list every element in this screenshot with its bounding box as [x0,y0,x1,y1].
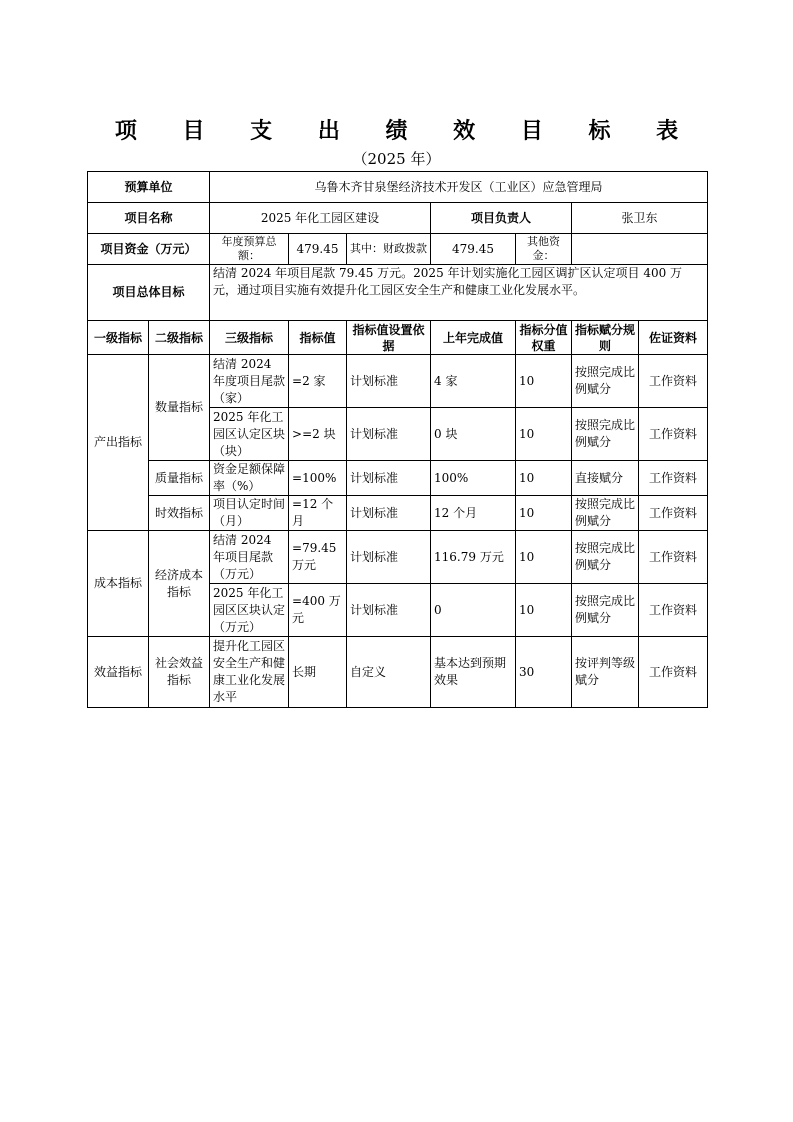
rule-cell: 按评判等级赋分 [572,637,639,708]
header-basis: 指标值设置依据 [347,321,431,355]
indicator-cell: 结清 2024 年项目尾款（万元） [210,531,289,584]
last-year-cell: 基本达到预期效果 [431,637,516,708]
budget-unit-label: 预算单位 [88,172,210,203]
basis-cell: 计划标准 [347,531,431,584]
last-year-cell: 12 个月 [431,496,516,531]
value-cell: =2 家 [289,355,347,408]
table-row [88,531,708,584]
evidence-cell: 工作资料 [639,408,708,461]
performance-table [87,171,708,708]
weight-cell: 10 [516,584,572,637]
header-value: 指标值 [289,321,347,355]
value-cell: =12 个月 [289,496,347,531]
annual-budget-value: 479.45 [289,234,347,265]
indicator-cell: 结清 2024 年度项目尾款（家） [210,355,289,408]
table-row [88,461,708,496]
basis-cell: 计划标准 [347,584,431,637]
fiscal-value: 479.45 [431,234,516,265]
table-row [88,496,708,531]
value-cell: =400 万元 [289,584,347,637]
header-level3: 三级指标 [210,321,289,355]
basis-cell: 计划标准 [347,408,431,461]
rule-cell: 直接赋分 [572,461,639,496]
indicator-cell: 提升化工园区安全生产和健康工业化发展水平 [210,637,289,708]
budget-unit-value: 乌鲁木齐甘泉堡经济技术开发区（工业区）应急管理局 [210,172,708,203]
table-row [88,355,708,408]
fiscal-label: 其中：财政拨款 [347,234,431,265]
weight-cell: 30 [516,637,572,708]
header-evidence: 佐证资料 [639,321,708,355]
rule-cell: 按照完成比例赋分 [572,496,639,531]
last-year-cell: 0 块 [431,408,516,461]
header-level1: 一级指标 [88,321,149,355]
evidence-cell: 工作资料 [639,496,708,531]
group-quantity: 数量指标 [149,355,210,461]
project-name-value: 2025 年化工园区建设 [210,203,431,234]
evidence-cell: 工作资料 [639,531,708,584]
header-weight: 指标分值权重 [516,321,572,355]
basis-cell: 自定义 [347,637,431,708]
header-rule: 指标赋分规则 [572,321,639,355]
rule-cell: 按照完成比例赋分 [572,355,639,408]
value-cell: 长期 [289,637,347,708]
indicator-cell: 2025 年化工园区认定区块（块） [210,408,289,461]
rule-cell: 按照完成比例赋分 [572,531,639,584]
indicator-cell: 2025 年化工园区区块认定（万元） [210,584,289,637]
overall-goal-label: 项目总体目标 [88,265,210,321]
evidence-cell: 工作资料 [639,355,708,408]
weight-cell: 10 [516,496,572,531]
table-row [88,637,708,708]
weight-cell: 10 [516,355,572,408]
indicator-cell: 项目认定时间（月） [210,496,289,531]
group-economic-cost: 经济成本指标 [149,531,210,637]
last-year-cell: 116.79 万元 [431,531,516,584]
project-funds-label: 项目资金（万元） [88,234,210,265]
last-year-cell: 0 [431,584,516,637]
group-quality: 质量指标 [149,461,210,496]
group-cost: 成本指标 [88,531,149,637]
value-cell: >=2 块 [289,408,347,461]
value-cell: =79.45 万元 [289,531,347,584]
value-cell: =100% [289,461,347,496]
basis-cell: 计划标准 [347,496,431,531]
overall-goal-value: 结清 2024 年项目尾款 79.45 万元。2025 年计划实施化工园区调扩区认定项目 400 万元，通过项目实施有效提升化工园区安全生产和健康工业化发展水平。 [210,265,708,321]
rule-cell: 按照完成比例赋分 [572,408,639,461]
last-year-cell: 100% [431,461,516,496]
indicator-cell: 资金足额保障率（%） [210,461,289,496]
weight-cell: 10 [516,461,572,496]
evidence-cell: 工作资料 [639,637,708,708]
page-title: 项 目 支 出 绩 效 目 标 表 [114,118,698,144]
year-label: （2025 年） [352,150,441,168]
evidence-cell: 工作资料 [639,461,708,496]
last-year-cell: 4 家 [431,355,516,408]
weight-cell: 10 [516,408,572,461]
weight-cell: 10 [516,531,572,584]
group-timeliness: 时效指标 [149,496,210,531]
header-level2: 二级指标 [149,321,210,355]
basis-cell: 计划标准 [347,355,431,408]
other-funds-value [572,234,708,265]
evidence-cell: 工作资料 [639,584,708,637]
group-benefit: 效益指标 [88,637,149,708]
project-leader-value: 张卫东 [572,203,708,234]
rule-cell: 按照完成比例赋分 [572,584,639,637]
header-last-year: 上年完成值 [431,321,516,355]
annual-budget-label: 年度预算总额： [210,234,289,265]
group-social-benefit: 社会效益指标 [149,637,210,708]
project-leader-label: 项目负责人 [431,203,572,234]
basis-cell: 计划标准 [347,461,431,496]
other-funds-label: 其他资金： [516,234,572,265]
project-name-label: 项目名称 [88,203,210,234]
group-output: 产出指标 [88,355,149,531]
